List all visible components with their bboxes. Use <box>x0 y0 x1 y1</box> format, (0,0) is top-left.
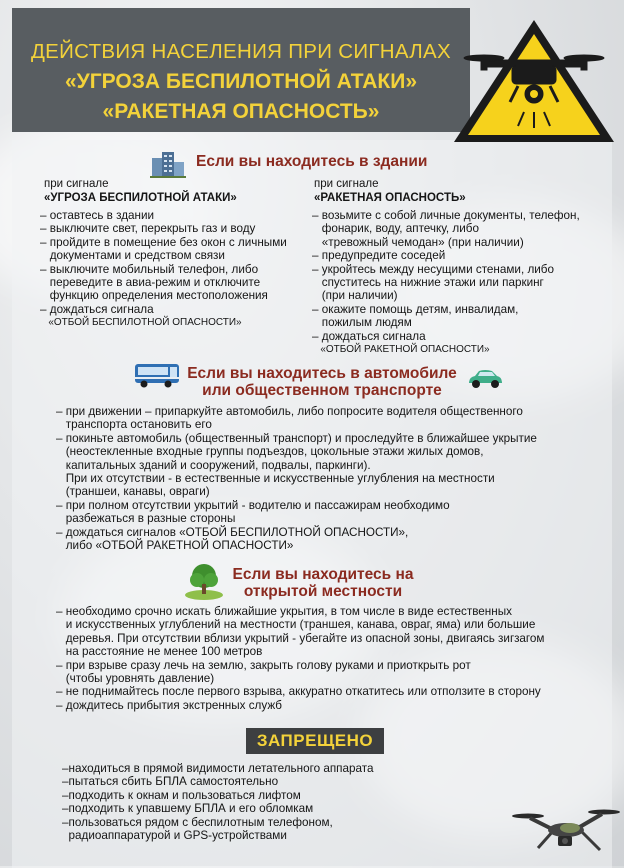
list-item: «тревожный чемодан» (при наличии) <box>312 235 524 249</box>
list-item: фонарик, воду, аптечку, либо <box>312 222 479 236</box>
list-item: – покиньте автомобиль (общественный транспорт) и проследуйте в ближайшее укрытие <box>56 431 537 445</box>
list-item: либо «ОТБОЙ РАКЕТНОЙ ОПАСНОСТИ» <box>56 539 294 553</box>
list-item: – дождаться сигналов «ОТБОЙ БЕСПИЛОТНОЙ ОПАСНОСТИ», <box>56 525 409 539</box>
list-item: – оставтесь в здании <box>40 209 155 222</box>
building-left-prefix: при сигнале <box>44 178 109 190</box>
building-left-list <box>40 209 310 330</box>
list-item: (неостекленные входные группы подъездов, цокольные этажи жилых домов, <box>56 445 484 459</box>
building-right-prefix: при сигнале <box>314 178 379 190</box>
list-item: пожилым людям <box>312 316 412 330</box>
open-area-section-heading-line2: открытой местности <box>243 583 403 600</box>
title-line-3: «РАКЕТНАЯ ОПАСНОСТЬ» <box>102 100 380 123</box>
list-item: – при полном отсутствии укрытий - водителю и пассажирам необходимо <box>56 498 450 512</box>
drone-warning-sign-icon <box>448 14 620 146</box>
list-item: (при наличии) <box>312 289 398 303</box>
list-item: – при движении – припаркуйте автомобиль, либо попросите водителя общественного <box>56 405 523 418</box>
transport-section-heading-line2: или общественном транспорте <box>202 382 442 399</box>
drone-icon <box>510 800 622 862</box>
list-item: – не поднимайтесь после первого взрыва, аккуратно откатитесь или отползите в сторону <box>56 685 541 699</box>
list-item: – окажите помощь детям, инвалидам, <box>312 302 519 316</box>
title-line-2: «УГРОЗА БЕСПИЛОТНОЙ АТАКИ» <box>64 70 418 93</box>
list-item: (траншеи, канавы, овраги) <box>56 485 210 499</box>
list-item: разбежаться в разные стороны <box>56 512 236 526</box>
title-banner <box>12 8 470 132</box>
list-item: «ОТБОЙ БЕСПИЛОТНОЙ ОПАСНОСТИ» <box>40 317 242 329</box>
list-item: и искусственных углублений на местности (траншея, канава, овраг, яма) или большие <box>56 618 536 632</box>
list-item: – необходимо срочно искать ближайшие укрытия, в том числе в виде естественных <box>56 605 512 618</box>
list-item: документами и средством связи <box>40 249 225 263</box>
list-item: –находиться в прямой видимости летательного аппарата <box>62 762 374 775</box>
open-area-list <box>56 605 612 712</box>
list-item: – укройтесь между несущими стенами, либо <box>312 262 554 276</box>
list-item: – предупредите соседей <box>312 249 446 263</box>
list-item: спуститесь на нижние этажи или паркинг <box>312 276 544 290</box>
list-item: – возьмите с собой личные документы, телефон, <box>312 209 580 222</box>
list-item: –подходить к окнам и пользоваться лифтом <box>62 788 301 802</box>
building-icon <box>150 150 186 178</box>
list-item: –пользоваться рядом с беспилотным телефоном, <box>62 815 333 829</box>
list-item: – дождитесь прибытия экстренных служб <box>56 698 283 712</box>
forbidden-list <box>62 762 482 842</box>
list-item: капитальных зданий и сооружений, подвалы, паркинги). <box>56 458 371 472</box>
list-item: При их отсутствии - в естественные и искусственные углубления на местности <box>56 472 495 486</box>
list-item: – выключите свет, перекрыть газ и воду <box>40 222 256 236</box>
building-section-heading: Если вы находитесь в здании <box>196 153 428 170</box>
open-area-section-heading-line1: Если вы находитесь на <box>232 566 414 583</box>
list-item: «ОТБОЙ РАКЕТНОЙ ОПАСНОСТИ» <box>312 344 490 356</box>
list-item: – дождаться сигнала <box>40 302 154 316</box>
list-item: –подходить к упавшему БПЛА и его обломкам <box>62 802 314 816</box>
list-item: радиоаппаратурой и GPS-устройствами <box>62 829 287 843</box>
list-item: –пытаться сбить БПЛА самостоятельно <box>62 775 279 789</box>
transport-list <box>56 405 612 552</box>
list-item: деревья. При отсутствии вблизи укрытий - убегайте из опасной зоны, двигаясь зигзагом <box>56 631 545 645</box>
building-right-list <box>312 209 612 356</box>
list-item: – при взрыве сразу лечь на землю, закрыть голову руками и приоткрыть рот <box>56 658 471 672</box>
list-item: – дождаться сигнала <box>312 329 426 343</box>
transport-section-heading-line1: Если вы находитесь в автомобиле <box>187 365 457 382</box>
building-right-signal: «РАКЕТНАЯ ОПАСНОСТЬ» <box>314 192 466 204</box>
list-item: переведите в авиа-режим и отключите <box>40 276 261 290</box>
building-left-signal: «УГРОЗА БЕСПИЛОТНОЙ АТАКИ» <box>44 192 237 204</box>
list-item: (чтобы уровнять давление) <box>56 672 215 686</box>
list-item: на расстояние не менее 100 метров <box>56 645 263 659</box>
list-item: – выключите мобильный телефон, либо <box>40 262 259 276</box>
title-line-1: ДЕЙСТВИЯ НАСЕЛЕНИЯ ПРИ СИГНАЛАХ <box>30 40 452 63</box>
list-item: функцию определения местоположения <box>40 289 268 303</box>
list-item: транспорта остановить его <box>56 418 212 432</box>
forbidden-heading: ЗАПРЕЩЕНО <box>246 728 384 754</box>
list-item: – пройдите в помещение без окон с личными <box>40 235 287 249</box>
